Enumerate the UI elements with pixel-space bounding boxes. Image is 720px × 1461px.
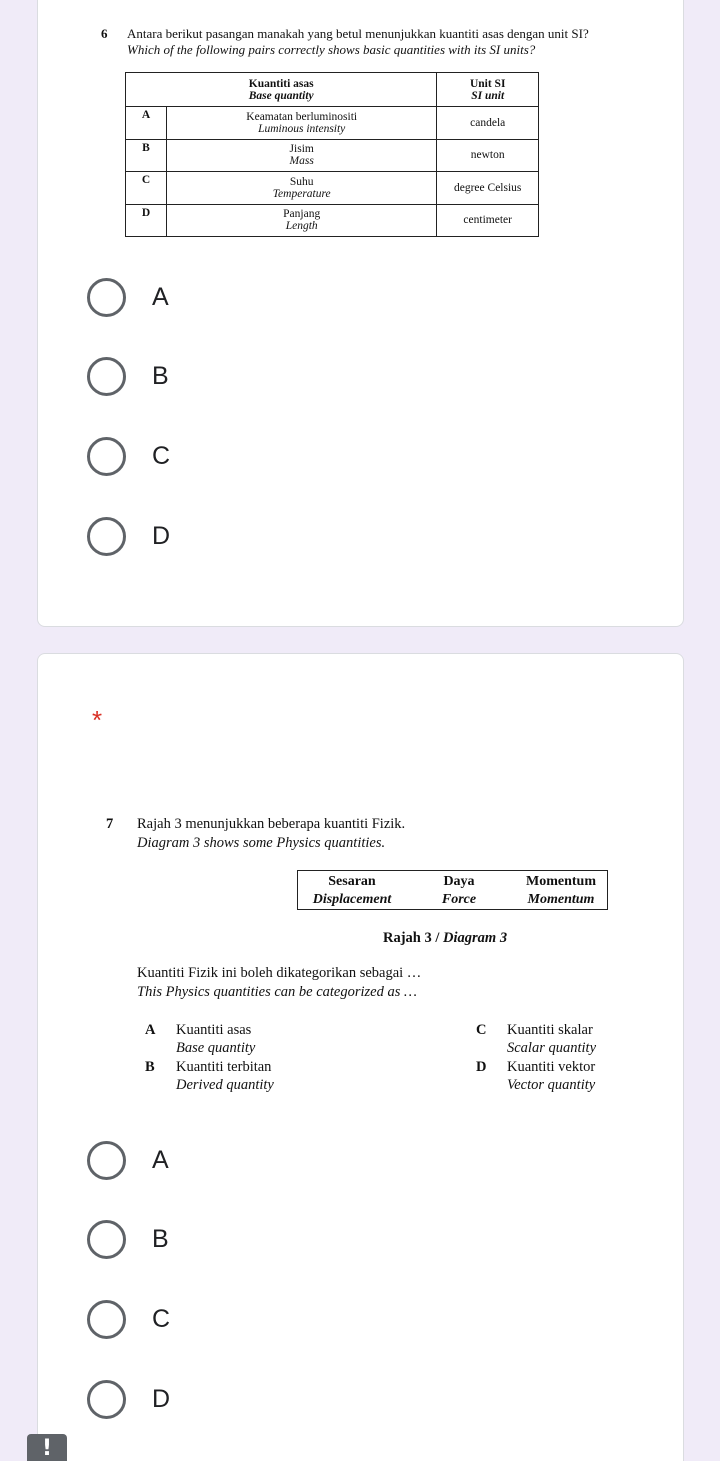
question-image-table [125,72,539,237]
diagram-caption: Rajah 3 / Diagram 3 [383,930,508,946]
question-text-english: Diagram 3 shows some Physics quantities. [137,835,386,851]
table-row: D Panjang Length centimeter [126,204,539,237]
option-label: A [152,283,169,311]
radio-button[interactable] [87,357,126,396]
required-asterisk: * [92,705,103,735]
radio-button[interactable] [87,437,126,476]
option-label: C [152,1305,171,1333]
q6-option-a[interactable] [87,278,169,317]
question-stem-english: This Physics quantities can be categorized as … [137,984,417,1000]
diagram-3-box [297,870,608,910]
alert-icon[interactable]: ! [27,1434,67,1461]
q7-option-d[interactable] [87,1380,170,1419]
q6-option-c[interactable] [87,437,170,476]
question-number: 7 [106,816,114,832]
table-row: A Keamatan berluminositi Luminous intensity candela [126,107,539,140]
q6-option-d[interactable] [87,517,170,556]
table-row: C Suhu Temperature degree Celsius [126,172,539,205]
radio-button[interactable] [87,1300,126,1339]
radio-button[interactable] [87,1220,126,1259]
radio-button[interactable] [87,517,126,556]
diagram-quantity: Momentum Momentum [526,874,596,907]
q6-option-b[interactable] [87,357,169,396]
table-header-quantity: Kuantiti asas Base quantity [126,73,437,107]
q7-option-c[interactable] [87,1300,170,1339]
diagram-quantity: Sesaran Displacement [312,874,392,907]
option-label: B [152,1225,169,1253]
option-label: D [152,522,171,550]
option-label: B [152,362,169,390]
q7-option-b[interactable] [87,1220,169,1259]
table-header-unit: Unit SI SI unit [437,73,539,107]
diagram-quantity: Daya Force [441,874,477,907]
question-text-english: Which of the following pairs correctly shows basic quantities with its SI units? [127,42,536,57]
q7-option-a[interactable] [87,1141,169,1180]
question-text-malay: Rajah 3 menunjukkan beberapa kuantiti Fizik. [137,816,406,832]
radio-button[interactable] [87,1380,126,1419]
option-label: C [152,442,171,470]
question-stem-malay: Kuantiti Fizik ini boleh dikategorikan sebagai … [137,965,422,981]
question-text-malay: Antara berikut pasangan manakah yang betul menunjukkan kuantiti asas dengan unit SI? [127,26,589,41]
table-row: B Jisim Mass newton [126,139,539,172]
radio-button[interactable] [87,1141,126,1180]
option-label: A [152,1146,169,1174]
question-card-7 [37,653,684,1461]
option-label: D [152,1385,171,1413]
radio-button[interactable] [87,278,126,317]
question-number: 6 [101,26,108,41]
